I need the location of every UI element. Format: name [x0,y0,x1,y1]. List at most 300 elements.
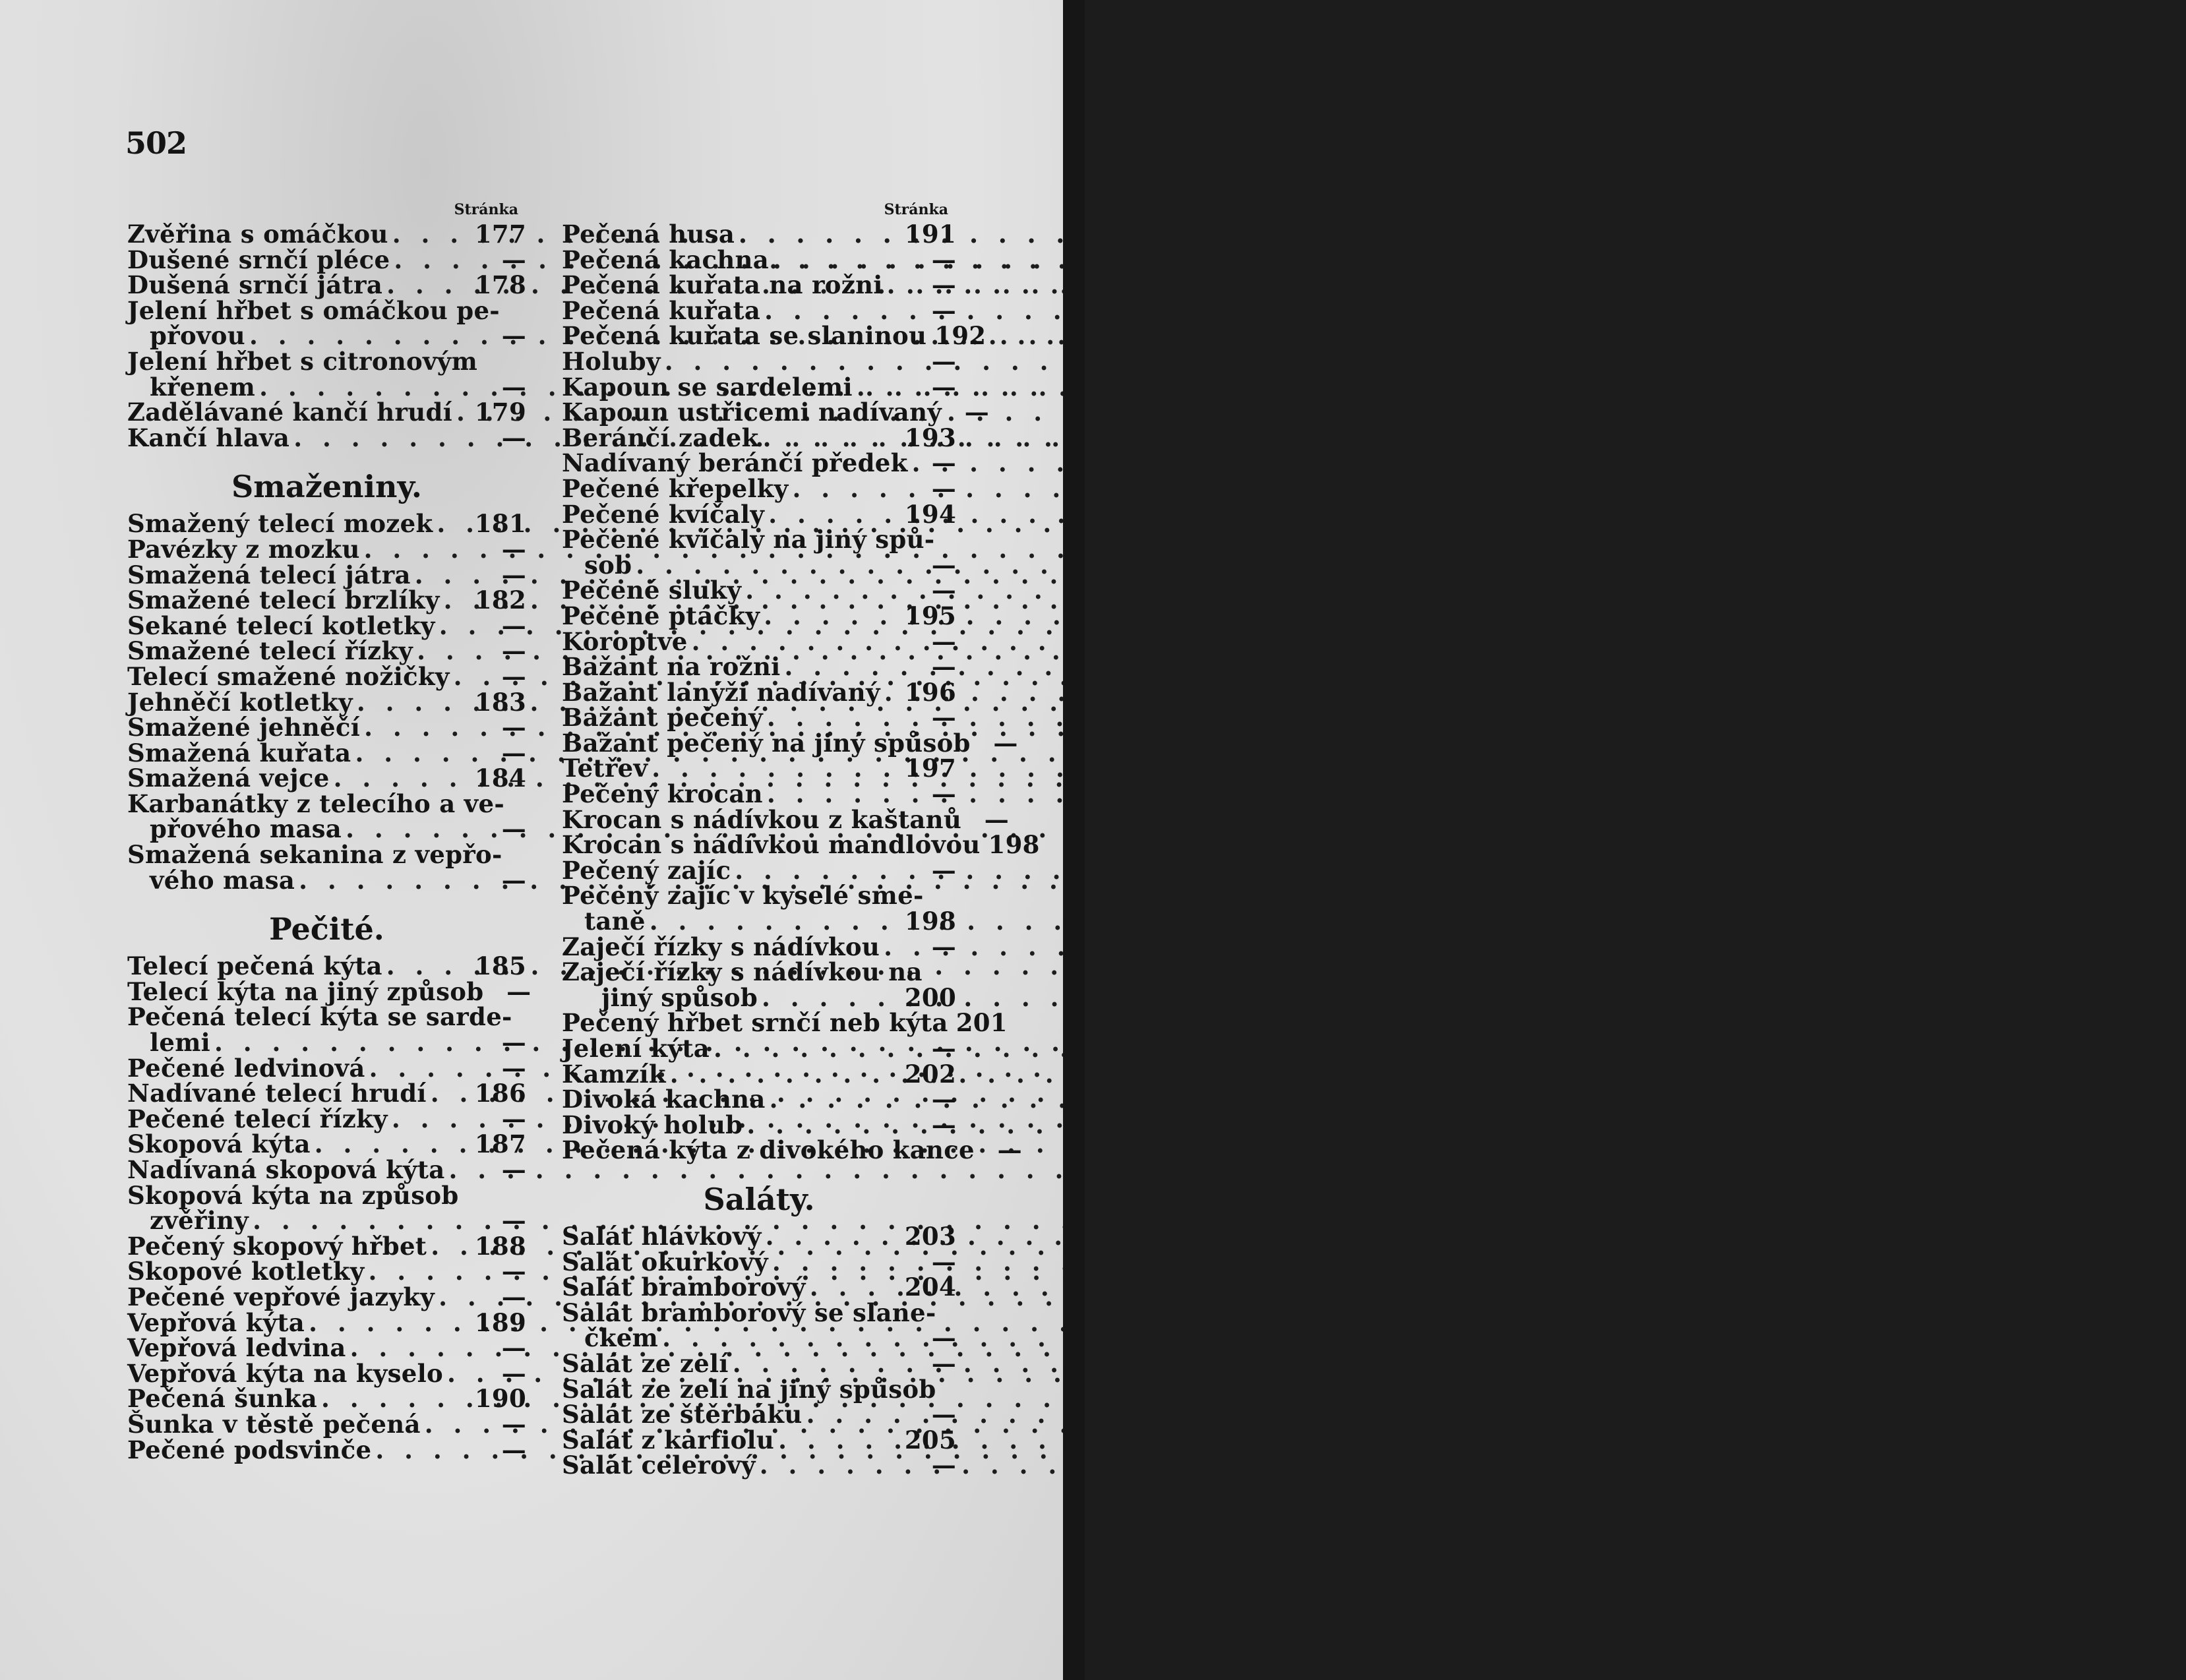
entry-title: Pečená husa [562,220,735,249]
index-entry [127,1106,526,1132]
entry-page: 187 [474,1129,526,1159]
dot-leader [883,272,913,298]
index-entry [127,661,526,691]
index-entry [562,1008,1008,1038]
index-entry [127,346,526,376]
entry-title: Salát hlávkový [562,1221,762,1251]
dot-leader [443,1361,483,1387]
column-header: Stránka [454,201,518,218]
page-number: 502 [125,125,187,161]
index-entry [127,562,526,588]
entry-title: Zvěřina s omáčkou [127,220,388,249]
index-entry [562,450,956,476]
dot-leader [330,765,471,791]
dot-leader [781,654,913,680]
index-entry [562,883,956,909]
entry-page: 189 [474,1307,526,1337]
entry-page: 186 [474,1079,526,1108]
entry-title: Salát z karfiolu [562,1425,775,1455]
entry-page: — [501,814,526,844]
index-entry [562,398,990,427]
index-entry [562,1348,956,1378]
entry-page: 190 [474,1384,526,1414]
entry-page: — [501,1282,526,1311]
index-entry [127,715,526,740]
index-entry [562,1135,1022,1165]
dot-leader [360,715,483,740]
entry-page: — [501,1435,526,1464]
section-heading: Saláty. [703,1181,815,1217]
entry-title: Bažant na rožni [562,652,781,682]
entry-page: — [501,1409,526,1439]
entry-page: 203 [904,1221,956,1251]
entry-title: Pečená kachna [562,245,770,274]
entry-title: Pečená telecí kýta se sarde- [127,1002,512,1032]
dot-leader [764,502,901,527]
dot-leader [388,1106,483,1132]
entry-title: Pečené vepřové jazyky [127,1282,435,1311]
entry-title: Koroptve [562,626,688,656]
entry-title: Salát okurkový [562,1247,768,1276]
dot-leader [351,740,483,766]
dot-leader [743,1112,913,1138]
entry-page: — [501,1104,526,1133]
entry-page: — [931,1110,956,1139]
entry-title: Pečené podsvinče [127,1435,372,1464]
entry-page: 188 [474,1231,526,1261]
entry-page: 191 [904,220,956,249]
index-entry [562,1275,956,1300]
dot-leader [342,816,483,842]
index-entry [127,1081,526,1106]
dot-leader [741,578,913,603]
dot-leader [445,1157,483,1183]
entry-title: Beránčí zadek [562,423,759,452]
dot-leader [440,587,471,613]
entry-title: přovou [150,321,245,351]
entry-title: Smažené telecí brzlíky [127,585,440,615]
dot-leader [688,629,913,655]
entry-page: — [931,1323,956,1353]
entry-page: — [501,611,526,640]
entry-title: Skopová kýta [127,1129,311,1159]
entry-title: Telecí pečená kýta [127,951,382,981]
entry-page: — [931,1085,956,1114]
index-entry [562,473,956,503]
entry-title: Zaječí řízky s nádívkou [562,932,880,961]
dot-leader [450,664,483,690]
dot-leader [731,858,913,884]
entry-page: — [931,779,956,809]
entry-title: Pečená kýta z divokého kance [562,1135,975,1165]
index-entry [562,1249,956,1275]
entry-title: Pečené ledvinová [127,1053,365,1083]
entry-title: vého masa [150,865,295,895]
entry-title: Smažená vejce [127,764,330,793]
entry-page: 184 [474,764,526,793]
entry-page: — [501,865,526,895]
entry-title: Zadělávané kančí hrudí [127,398,453,427]
index-entry [562,1036,956,1062]
entry-title: Divoká kachna [562,1085,766,1114]
entry-page: — [931,1034,956,1063]
entry-title: Pečená šunka [127,1384,318,1414]
entry-page: — [931,1451,956,1480]
entry-title: lemi [150,1028,211,1058]
entry-page: — [931,1247,956,1276]
entry-title: Šunka v těstě pečená [127,1409,421,1439]
index-entry [127,1307,526,1337]
index-entry [562,527,956,553]
index-entry [562,934,956,960]
entry-page: — [501,534,526,564]
dot-leader [661,349,913,375]
index-entry [127,1409,526,1439]
entry-title: Smažený telecí mozek [127,509,433,539]
dot-leader [289,425,483,451]
index-entry [127,1259,526,1284]
index-entry [127,842,526,868]
index-entry [562,982,956,1012]
entry-title: Pečené ptáčky [562,601,760,630]
index-entry [562,499,956,529]
dot-leader [729,1351,913,1377]
entry-page: — [931,626,956,656]
entry-page: — [931,245,956,274]
dot-leader [435,613,483,639]
entry-title: Pečené telecí řízky [127,1104,388,1133]
index-entry [127,791,526,817]
entry-page: — [997,1135,1022,1165]
dot-leader [763,705,913,731]
entry-page: — [984,804,1010,834]
dot-leader [452,400,471,425]
entry-page: 177 [474,220,526,249]
entry-page: — [931,448,956,478]
entry-title: Pečený skopový hřbet [127,1231,427,1261]
entry-title: Smažená telecí játra [127,560,411,589]
dot-leader [360,537,483,562]
dot-leader [255,375,483,400]
index-entry [562,804,1010,834]
dot-leader [760,603,901,629]
dot-leader [413,638,483,664]
index-entry [127,687,526,717]
entry-page: — [931,1348,956,1378]
index-entry [562,677,956,707]
dot-leader [735,222,901,247]
index-entry [127,976,531,1006]
entry-page: 181 [474,509,526,539]
entry-title: Bažant lanýži nadívaný [562,677,880,707]
entry-page: — [931,932,956,961]
entry-title: Sekané telecí kotletky [127,611,435,640]
index-entry [127,222,526,247]
entry-title: Dušené srnčí pléce [127,245,390,274]
index-entry [127,534,526,564]
entry-title: Pečený hřbet srnčí neb kýta [562,1008,948,1038]
dot-leader [245,323,483,349]
entry-title: jiný spůsob [601,982,758,1012]
entry-title: Pečená kuřata na rožni [562,270,883,300]
entry-title: Divoký holub [562,1110,743,1139]
entry-title: Kančí hlava [127,423,290,452]
dot-leader [411,562,483,588]
index-entry [562,1453,956,1478]
entry-title: Smažená kuřata [127,738,351,767]
entry-title: Smažené jehněčí [127,713,361,742]
entry-title: Smažená sekanina z vepřo- [127,840,502,870]
index-entry [127,1180,526,1210]
entry-title: Kamzík [562,1059,666,1089]
entry-title: Pavézky z mozku [127,534,360,564]
entry-page: — [931,295,956,325]
dot-leader [353,690,471,715]
dot-leader [880,680,901,705]
index-entry [127,400,526,425]
entry-page: — [501,560,526,589]
index-entry [562,1427,956,1453]
dot-leader [317,1386,471,1412]
entry-page: 183 [474,687,526,717]
index-entry [562,909,956,934]
entry-page: — [501,738,526,767]
dot-leader [365,1259,483,1284]
dot-leader [249,1208,483,1234]
index-entry [562,1374,956,1404]
entry-title: Pečená kuřata [562,295,761,325]
dot-leader [769,247,913,273]
index-entry [562,321,987,351]
entry-page: 192 [934,321,987,351]
entry-page: — [931,346,956,376]
index-entry [562,654,956,680]
index-entry [127,953,526,979]
dot-leader [710,1036,913,1062]
index-entry [562,626,956,656]
entry-page: — [501,321,526,351]
entry-title: Kapoun se sardelemi [562,372,853,402]
entry-title: Salát bramborový [562,1273,806,1302]
index-entry [562,728,1018,758]
entry-title: Salát ze štěrbáku [562,1400,803,1429]
index-entry [127,613,526,639]
entry-page: 202 [904,1059,956,1089]
dot-leader [760,298,913,324]
index-entry [127,1131,526,1157]
dot-leader [365,1056,483,1081]
dot-leader [789,476,913,502]
entry-title: Jelení hřbet s citronovým [127,346,478,376]
index-column-left [127,198,531,1464]
entry-title: Bažant pečený na jiný spůsob [562,728,971,758]
entry-page: 198 [988,830,1040,860]
entry-page: 197 [904,754,956,783]
entry-title: Krocan s nádívkou mandlovou [562,830,981,860]
entry-page: — [931,473,956,503]
dot-leader [421,1412,483,1437]
index-entry [562,346,956,376]
index-column-right [562,198,1040,1480]
entry-page: 178 [474,270,526,300]
entry-title: Salát ze zelí na jiný spůsob [562,1374,936,1404]
entry-page: — [931,855,956,885]
entry-page: — [931,1400,956,1429]
entry-title: Holuby [562,346,661,376]
dot-leader [433,511,470,537]
index-entry [127,1004,526,1030]
dot-leader [388,222,471,247]
dot-leader [390,247,483,273]
dot-leader [382,272,471,298]
entry-page: 204 [904,1273,956,1302]
entry-title: Bažant pečený [562,703,763,733]
index-entry [562,578,956,603]
entry-title: Pečený krocan [562,779,763,809]
entry-title: Pečené křepelky [562,473,789,503]
entry-title: zvěřiny [150,1206,249,1236]
dot-leader [346,1335,483,1361]
index-entry [127,1030,526,1056]
entry-page: 194 [904,499,956,529]
index-entry [562,372,956,402]
index-entry [127,1437,526,1463]
entry-title: taně [584,907,646,936]
entry-page: — [931,270,956,300]
index-entry [562,756,956,781]
dot-leader [880,934,913,960]
index-entry [127,816,526,842]
entry-title: Nadívané telecí hrudí [127,1079,427,1108]
index-entry [127,425,526,451]
index-entry [562,603,956,629]
index-entry [127,1053,526,1083]
section-heading: Smaženiny. [231,469,422,505]
index-entry [562,1325,956,1351]
entry-page: — [501,1206,526,1236]
entry-page: 195 [904,601,956,630]
index-entry [562,830,1040,860]
dot-leader [908,450,913,476]
entry-title: Pečené sluky [562,576,742,605]
entry-page: — [501,661,526,691]
entry-page: — [931,372,956,402]
entry-page: — [931,652,956,682]
index-entry [127,1231,526,1261]
entry-title: Skopové kotletky [127,1257,365,1286]
index-entry [562,959,956,985]
index-entry [562,1221,956,1251]
index-entry [127,295,526,325]
dot-leader [435,1284,483,1310]
section-heading: Pečité. [269,911,384,947]
index-entry [562,1402,956,1427]
index-entry [562,550,956,580]
entry-page: 179 [474,398,526,427]
entry-title: Kapoun ustřicemi nadívaný [562,398,942,427]
dot-leader [806,1275,901,1300]
index-entry [127,1284,526,1310]
dot-leader [311,1131,471,1157]
entry-page: — [993,728,1018,758]
entry-page: — [501,1257,526,1286]
dot-leader [766,1087,913,1112]
index-entry [562,1112,956,1138]
index-entry [562,425,956,451]
entry-title: křenem [150,372,256,402]
index-entry [127,1208,526,1234]
dot-leader [371,1437,483,1463]
index-entry [562,295,956,325]
index-entry [127,865,526,895]
entry-title: Salát celerový [562,1451,756,1480]
dot-leader [305,1310,471,1336]
entry-title: Salát bramborový se slane- [562,1298,936,1327]
entry-page: — [501,1053,526,1083]
dot-leader [853,375,913,400]
column-header: Stránka [884,201,948,218]
entry-title: Pečený zajíc [562,855,731,885]
index-entry [127,511,526,537]
entry-page: — [931,550,956,580]
index-entry [562,855,956,885]
entry-title: přového masa [150,814,342,844]
index-entry [127,1386,526,1412]
book-page [0,0,1063,1680]
index-entry [562,781,956,807]
entry-title: Jehněčí kotletky [127,687,353,717]
dot-leader [632,553,913,578]
entry-title: Vepřová kýta na kyselo [127,1358,443,1388]
dot-leader [427,1234,471,1259]
index-entry [127,638,526,664]
entry-title: sob [584,550,632,580]
entry-title: Pečené kvíčaly na jiný spů- [562,525,935,555]
entry-page: 200 [904,982,956,1012]
dot-leader [762,1224,901,1249]
dot-leader [768,1249,913,1275]
entry-title: Pečený zajíc v kyselé sme- [562,881,924,911]
entry-title: Nadívaná skopová kýta [127,1155,445,1184]
entry-page: — [931,576,956,605]
dot-leader [648,756,901,781]
page-edge [1063,0,1085,1680]
index-entry [127,372,526,402]
entry-page: — [506,976,531,1006]
entry-title: Zaječí řízky s nádívkou na [562,957,923,987]
dot-leader [658,1325,913,1351]
entry-title: Nadívaný beránčí předek [562,448,908,478]
index-entry [562,705,956,731]
index-entry [127,272,526,298]
entry-title: Pečená kuřata se slaninou [562,321,927,351]
index-entry [562,272,956,298]
entry-page: 205 [904,1425,956,1455]
index-entry [562,247,956,273]
entry-title: Salát ze zelí [562,1348,729,1378]
entry-title: Krocan s nádívkou z kaštanů [562,804,962,834]
dot-leader [295,868,483,893]
entry-page: — [501,636,526,666]
dot-leader [382,953,471,979]
entry-title: Smažené telecí řízky [127,636,413,666]
entry-page: — [501,423,526,452]
dot-leader [427,1081,471,1106]
dot-leader [210,1030,483,1056]
entry-page: — [501,372,526,402]
dot-leader [756,1453,913,1478]
entry-title: Dušená srnčí játra [127,270,383,300]
